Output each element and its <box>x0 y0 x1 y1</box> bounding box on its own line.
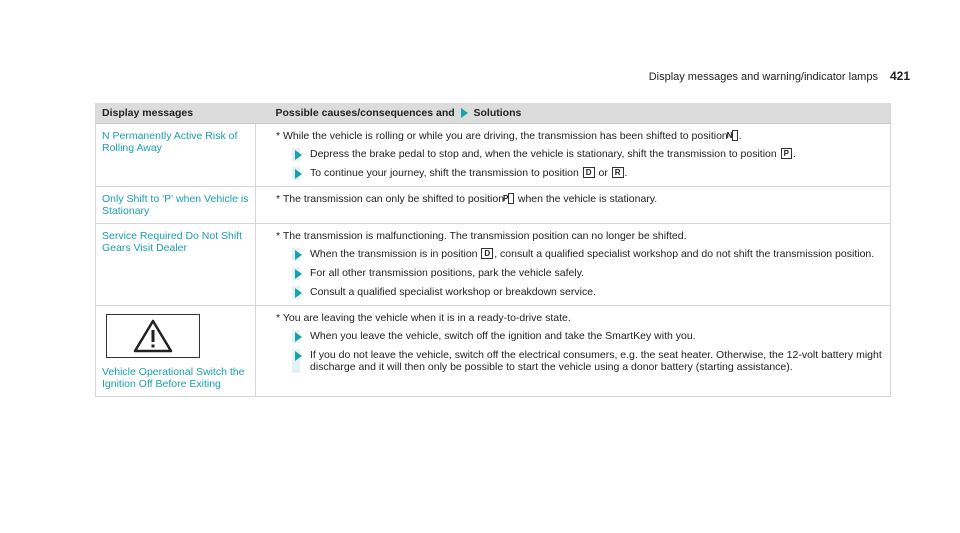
running-header-title: Display messages and warning/indicator lamps <box>648 71 878 83</box>
page-number: 421 <box>889 69 910 83</box>
table-row <box>96 224 891 306</box>
solution-step: To continue your journey, shift the transmission to position D or R . <box>292 167 884 180</box>
arrow-right-icon <box>295 250 302 260</box>
arrow-right-icon <box>295 269 302 279</box>
column-header-solutions-text: Solutions <box>473 107 522 119</box>
gear-position-p-icon: P <box>781 148 792 159</box>
display-message: Only Shift to 'P' when Vehicle is Stationary <box>96 187 256 224</box>
cause-text: * You are leaving the vehicle when it is in a ready-to-drive state. <box>276 312 571 324</box>
warning-triangle-icon <box>106 314 200 358</box>
arrow-right-icon <box>461 108 468 118</box>
solution-step: When you leave the vehicle, switch off the ignition and take the SmartKey with you. <box>292 330 884 343</box>
table-row <box>96 124 891 187</box>
table-header-row <box>96 103 891 124</box>
display-message-cell <box>96 306 256 397</box>
display-message: Service Required Do Not Shift Gears Visit Dealer <box>96 224 256 306</box>
gear-position-r-icon: R <box>612 167 624 178</box>
table-row <box>96 187 891 224</box>
arrow-right-icon <box>295 150 302 160</box>
cause-text: * While the vehicle is rolling or while you are driving, the transmission has been shifted to position N . <box>276 130 742 142</box>
causes-solutions-cell <box>256 187 891 224</box>
column-header-causes-text: Possible causes/consequences and <box>275 107 455 119</box>
solution-step: Consult a qualified specialist workshop or breakdown service. <box>292 286 884 299</box>
display-messages-table <box>95 103 891 397</box>
gear-position-p-icon: P <box>508 193 514 204</box>
arrow-right-icon <box>295 351 302 361</box>
solution-step: If you do not leave the vehicle, switch off the electrical consumers, e.g. the seat heater. Otherwise, the 12-volt battery might discharge and it will then only be possible to start the vehicle using a donor battery (starting assistance). <box>292 349 884 373</box>
display-message: Vehicle Operational Switch the Ignition Off Before Exiting <box>102 366 245 390</box>
solution-step: Depress the brake pedal to stop and, when the vehicle is stationary, shift the transmission to position P . <box>292 148 884 161</box>
arrow-right-icon <box>295 288 302 298</box>
cause-text: * The transmission is malfunctioning. The transmission position can no longer be shifted. <box>276 230 687 242</box>
arrow-right-icon <box>295 332 302 342</box>
arrow-right-icon <box>295 169 302 179</box>
solution-step: When the transmission is in position D , consult a qualified specialist workshop and do not shift the transmission position. <box>292 248 884 261</box>
table-row <box>96 306 891 397</box>
causes-solutions-cell <box>256 224 891 306</box>
column-header-messages: Display messages <box>96 103 256 124</box>
gear-position-n-icon: N <box>732 130 738 141</box>
gear-position-d-icon: D <box>481 248 493 259</box>
cause-text: * The transmission can only be shifted to position P when the vehicle is stationary. <box>276 193 658 205</box>
running-header <box>649 69 910 83</box>
solution-step: For all other transmission positions, park the vehicle safely. <box>292 267 884 280</box>
gear-position-d-icon: D <box>583 167 595 178</box>
causes-solutions-cell <box>256 124 891 187</box>
causes-solutions-cell <box>256 306 891 397</box>
display-message: N Permanently Active Risk of Rolling Away <box>96 124 256 187</box>
column-header-causes <box>256 103 891 124</box>
